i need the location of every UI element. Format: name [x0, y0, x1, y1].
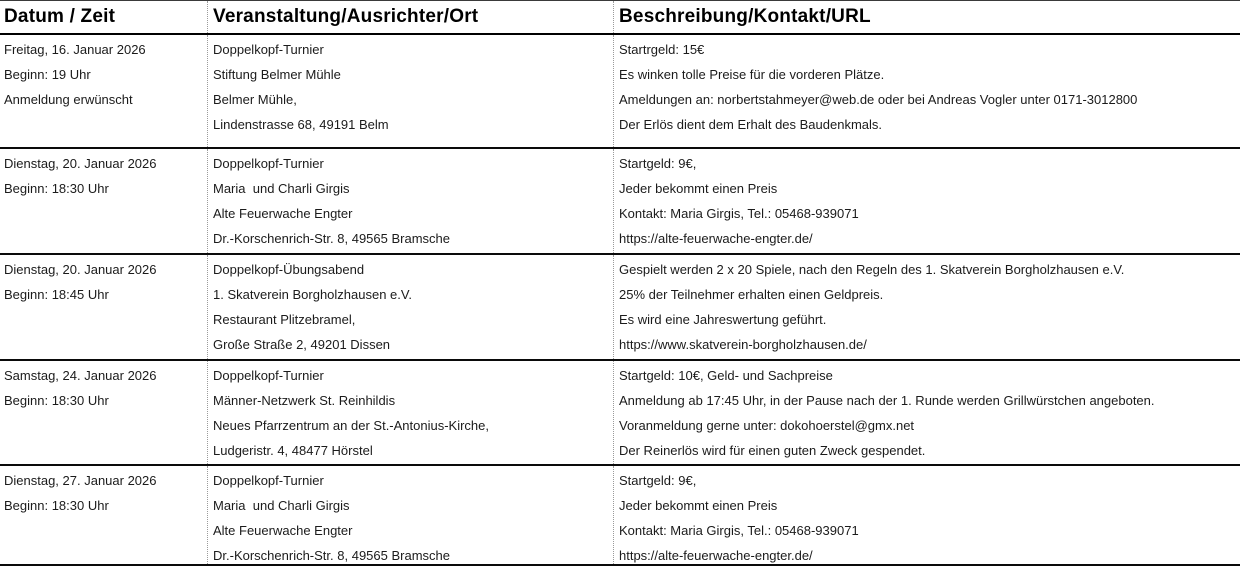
cell-line: Beginn: 18:30 Uhr — [4, 181, 109, 196]
cell-line: Belmer Mühle, — [213, 92, 297, 107]
cell-line: Startgeld: 9€, — [619, 473, 697, 488]
cell-line: Dienstag, 20. Januar 2026 — [4, 262, 157, 277]
table-row — [0, 255, 1240, 361]
cell-datum-zeit — [0, 361, 207, 464]
cell-line: Beginn: 19 Uhr — [4, 67, 91, 82]
cell-line: Stiftung Belmer Mühle — [213, 67, 341, 82]
cell-line: Startrgeld: 15€ — [619, 42, 705, 57]
cell-line: https://alte-feuerwache-engter.de/ — [619, 548, 813, 563]
column-header-datum-zeit: Datum / Zeit — [4, 6, 116, 27]
cell-line: Doppelkopf-Turnier — [213, 156, 324, 171]
cell-line: Startgeld: 10€, Geld- und Sachpreise — [619, 368, 833, 383]
cell-line: Kontakt: Maria Girgis, Tel.: 05468-939071 — [619, 523, 859, 538]
cell-line: Dienstag, 20. Januar 2026 — [4, 156, 157, 171]
cell-beschreibung-kontakt-url — [613, 35, 1240, 147]
table-header-row — [0, 1, 1240, 35]
cell-line: Neues Pfarrzentrum an der St.-Antonius-Kirche, — [213, 418, 490, 433]
cell-line: https://www.skatverein-borgholzhausen.de/ — [619, 337, 867, 352]
table-row — [0, 361, 1240, 466]
cell-line: Restaurant Plitzebramel, — [213, 312, 356, 327]
cell-line: Doppelkopf-Turnier — [213, 473, 324, 488]
cell-line: Beginn: 18:30 Uhr — [4, 498, 109, 513]
table-row — [0, 149, 1240, 255]
cell-veranstaltung-ausrichter-ort — [207, 149, 613, 253]
cell-line: Doppelkopf-Turnier — [213, 42, 324, 57]
table-body — [0, 35, 1240, 566]
cell-line: Doppelkopf-Turnier — [213, 368, 324, 383]
cell-line: Jeder bekommt einen Preis — [619, 498, 778, 513]
cell-beschreibung-kontakt-url — [613, 361, 1240, 464]
cell-line: Maria und Charli Girgis — [213, 498, 350, 513]
cell-veranstaltung-ausrichter-ort — [207, 466, 613, 564]
cell-datum-zeit — [0, 35, 207, 147]
cell-line: Der Erlös dient dem Erhalt des Baudenkmals. — [619, 117, 883, 132]
cell-line: Es wird eine Jahreswertung geführt. — [619, 312, 827, 327]
cell-line: Freitag, 16. Januar 2026 — [4, 42, 146, 57]
cell-datum-zeit — [0, 149, 207, 253]
cell-line: Ludgeristr. 4, 48477 Hörstel — [213, 443, 373, 458]
cell-line: 25% der Teilnehmer erhalten einen Geldpreis. — [619, 287, 884, 302]
cell-line: Gespielt werden 2 x 20 Spiele, nach den Regeln des 1. Skatverein Borgholzhausen e.V. — [619, 262, 1125, 277]
column-header-veranstaltung-ausrichter-ort: Veranstaltung/Ausrichter/Ort — [207, 1, 613, 33]
cell-line: Es winken tolle Preise für die vorderen Plätze. — [619, 67, 885, 82]
cell-beschreibung-kontakt-url — [613, 466, 1240, 564]
cell-line: Beginn: 18:45 Uhr — [4, 287, 109, 302]
cell-line: Maria und Charli Girgis — [213, 181, 350, 196]
cell-beschreibung-kontakt-url — [613, 149, 1240, 253]
cell-line: Dienstag, 27. Januar 2026 — [4, 473, 157, 488]
column-header-beschreibung-kontakt-url: Beschreibung/Kontakt/URL — [613, 1, 1240, 33]
cell-beschreibung-kontakt-url — [613, 255, 1240, 359]
cell-line: Lindenstrasse 68, 49191 Belm — [213, 117, 389, 132]
cell-line: 1. Skatverein Borgholzhausen e.V. — [213, 287, 412, 302]
cell-line: Dr.-Korschenrich-Str. 8, 49565 Bramsche — [213, 231, 450, 246]
cell-veranstaltung-ausrichter-ort — [207, 35, 613, 147]
cell-line: Samstag, 24. Januar 2026 — [4, 368, 157, 383]
cell-line: https://alte-feuerwache-engter.de/ — [619, 231, 813, 246]
cell-line: Ameldungen an: norbertstahmeyer@web.de oder bei Andreas Vogler unter 0171-3012800 — [619, 92, 1138, 107]
cell-datum-zeit — [0, 255, 207, 359]
cell-line: Jeder bekommt einen Preis — [619, 181, 778, 196]
table-row — [0, 466, 1240, 566]
cell-veranstaltung-ausrichter-ort — [207, 255, 613, 359]
cell-line: Dr.-Korschenrich-Str. 8, 49565 Bramsche — [213, 548, 450, 563]
cell-datum-zeit — [0, 466, 207, 564]
cell-line: Voranmeldung gerne unter: dokohoerstel@gmx.net — [619, 418, 915, 433]
cell-veranstaltung-ausrichter-ort — [207, 361, 613, 464]
cell-line: Doppelkopf-Übungsabend — [213, 262, 365, 277]
cell-line: Startgeld: 9€, — [619, 156, 697, 171]
cell-line: Männer-Netzwerk St. Reinhildis — [213, 393, 396, 408]
cell-line: Große Straße 2, 49201 Dissen — [213, 337, 391, 352]
cell-line: Anmeldung ab 17:45 Uhr, in der Pause nach der 1. Runde werden Grillwürstchen angeboten. — [619, 393, 1155, 408]
cell-line: Anmeldung erwünscht — [4, 92, 133, 107]
cell-line: Alte Feuerwache Engter — [213, 206, 353, 221]
cell-line: Alte Feuerwache Engter — [213, 523, 353, 538]
table-row — [0, 35, 1240, 149]
cell-line: Der Reinerlös wird für einen guten Zweck gespendet. — [619, 443, 926, 458]
cell-line: Beginn: 18:30 Uhr — [4, 393, 109, 408]
cell-line: Kontakt: Maria Girgis, Tel.: 05468-939071 — [619, 206, 859, 221]
